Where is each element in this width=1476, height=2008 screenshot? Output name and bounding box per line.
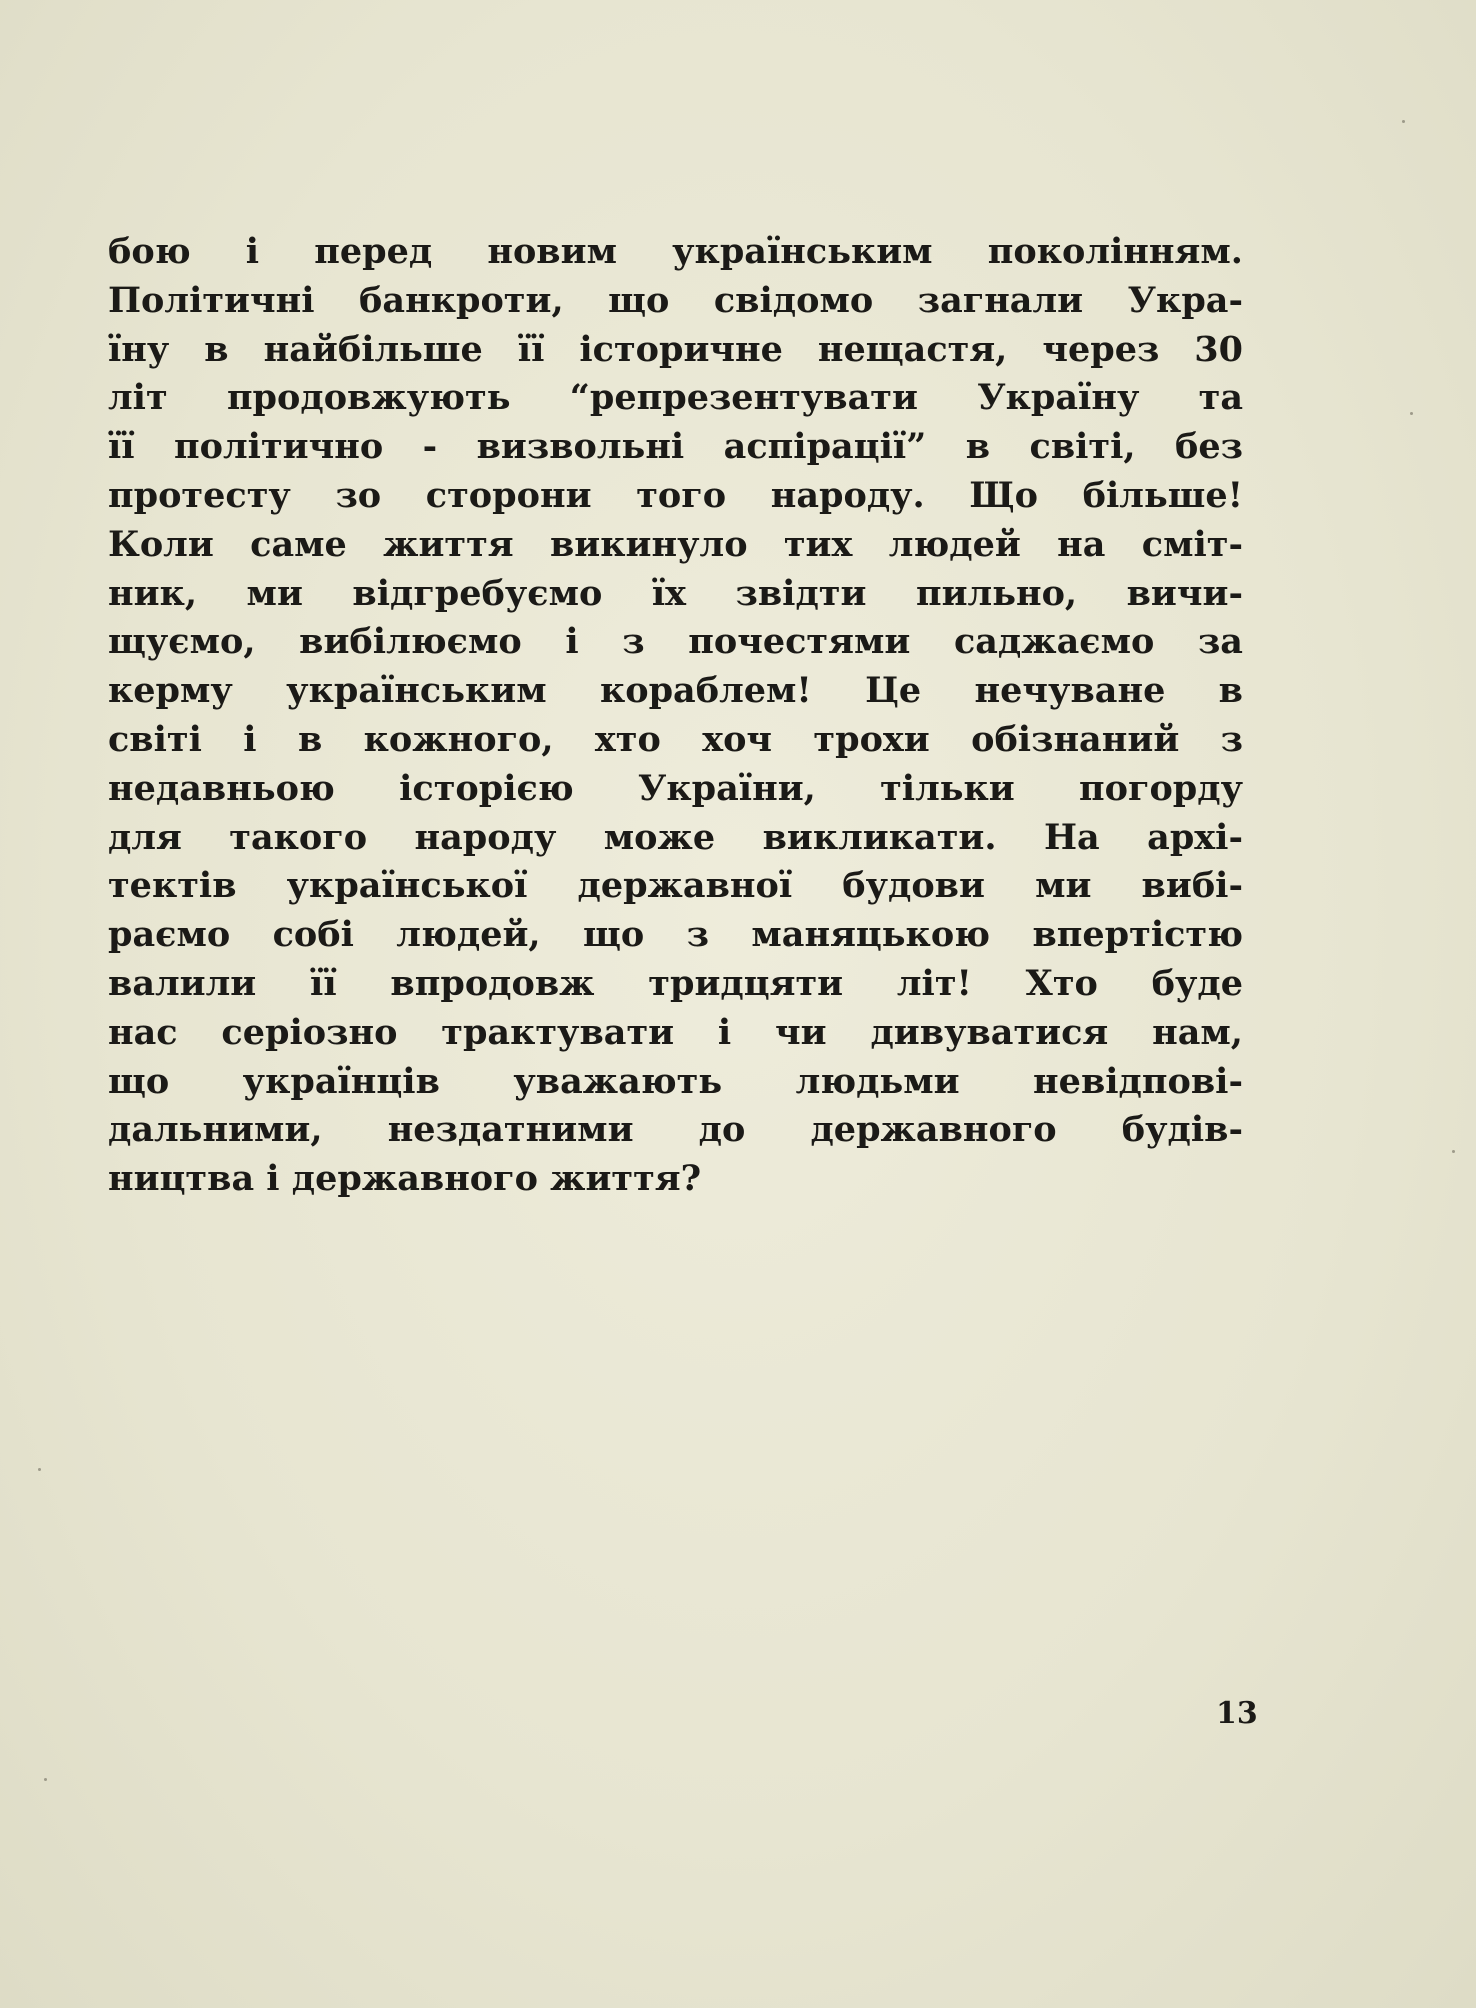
paper-speck	[1410, 412, 1413, 415]
paper-speck	[38, 1468, 41, 1471]
page-number: 13	[1216, 1696, 1258, 1731]
paper-speck	[1452, 1150, 1455, 1153]
text-line: Коли саме життя викинуло тих людей на сміт-	[108, 523, 1243, 565]
text-line: бою і перед новим українським поколінням.	[108, 231, 1243, 272]
text-line: світі і в кожного, хто хоч трохи обізнаний з	[108, 718, 1243, 760]
text-line: нас серіозно трактувати і чи дивуватися нам,	[108, 1011, 1243, 1053]
text-line: їну в найбільше її історичне нещастя, через 30	[108, 328, 1243, 370]
text-line: тектів української державної будови ми вибі-	[108, 865, 1243, 907]
text-line: недавньою історією України, тільки погорду	[108, 767, 1243, 809]
text-line: Політичні банкроти, що свідомо загнали Укра-	[108, 279, 1243, 321]
text-line: щуємо, вибілюємо і з почестями саджаємо за	[108, 621, 1243, 663]
text-line: дальними, нездатними до державного будів-	[108, 1109, 1243, 1151]
text-line: літ продовжують “репрезентувати Україну та	[108, 377, 1243, 419]
body-text	[108, 228, 1243, 1204]
text-line: для такого народу може викликати. На архі-	[108, 816, 1243, 858]
text-line: керму українським кораблем! Це нечуване в	[108, 670, 1243, 712]
text-line: ник, ми відгребуємо їх звідти пильно, вичи-	[108, 572, 1243, 614]
paper-speck	[1402, 120, 1405, 123]
paper-speck	[44, 1778, 47, 1781]
text-line: що українців уважають людьми невідпові-	[108, 1060, 1243, 1102]
text-line: протесту зо сторони того народу. Що більше!	[108, 474, 1243, 516]
text-line-last: ництва і державного життя?	[108, 1158, 702, 1200]
text-line: валили її впродовж тридцяти літ! Хто буде	[108, 962, 1243, 1004]
text-line: раємо собі людей, що з маняцькою впертістю	[108, 914, 1243, 956]
text-line: її політично - визвольні аспірації” в світі, без	[108, 426, 1243, 468]
